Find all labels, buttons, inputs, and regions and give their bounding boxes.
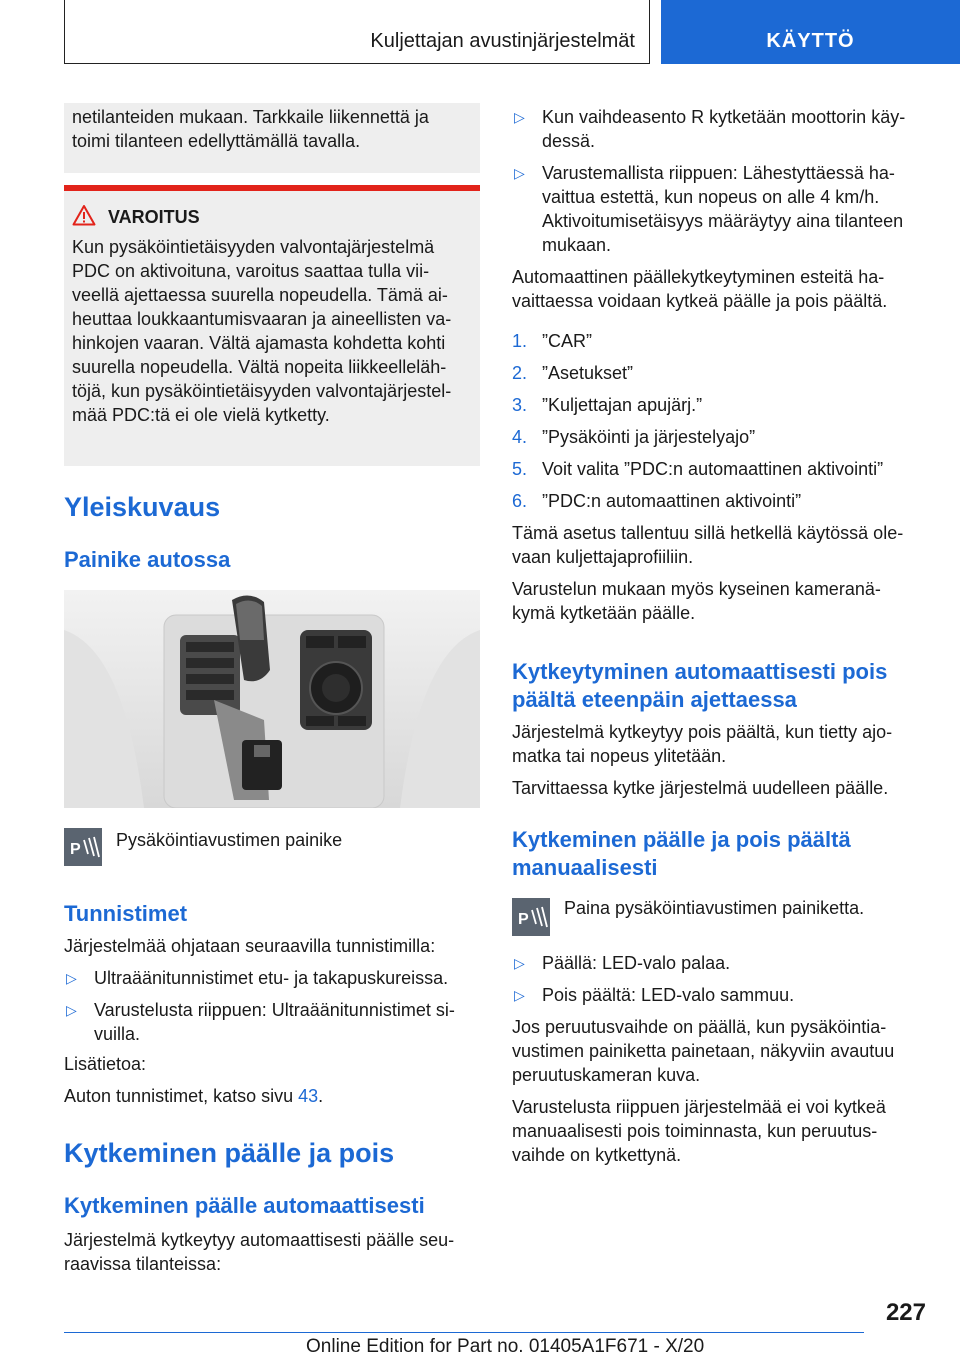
bullet-triangle-icon: ▷ <box>514 987 525 1003</box>
list-item-text: Ultraäänitunnistimet etu- ja takapuskureissa. <box>94 968 449 988</box>
step-number: 1. <box>512 331 528 351</box>
heading-manual-line: Kytkeminen päälle ja pois päältä <box>512 827 851 852</box>
warning-line: veellä ajettaessa suurella nopeudella. Tämä ai- <box>72 285 448 305</box>
list-item <box>512 105 928 153</box>
step-number: 2. <box>512 363 528 383</box>
footer-divider <box>64 1332 864 1333</box>
equip-para-line: manuaalisesti pois toiminnasta, kun peruutus- <box>512 1121 878 1141</box>
setting-para-line: Tämä asetus tallentuu sillä hetkellä käytössä ole- <box>512 523 904 543</box>
reverse-para-line: vustimen painiketta painetaan, näkyviin avautuu <box>512 1041 895 1061</box>
pdc-button-icon <box>512 898 550 936</box>
heading-auto-off-line: päältä eteenpäin ajettaessa <box>512 687 797 712</box>
list-item-text: Aktivoitumisetäisyys määräytyy aina tilanteen <box>542 211 904 231</box>
page-header <box>64 0 960 64</box>
heading-button-in-car: Painike autossa <box>64 547 231 572</box>
header-chapter-tab[interactable] <box>661 0 960 64</box>
list-item-text: Kun vaihdeasento R kytketään moottorin käy- <box>542 107 906 127</box>
list-item <box>512 951 928 975</box>
step-text: ”Pysäköinti ja järjestelyajo” <box>542 427 756 447</box>
warning-line: PDC on aktivoituna, varoitus saattaa tulla vii- <box>72 261 430 281</box>
manual-caption-row <box>512 894 928 938</box>
heading-switch-auto: Kytkeminen päälle automaattisesti <box>64 1193 425 1218</box>
more-info-line <box>64 1084 480 1108</box>
auto-para-line: vaittaessa voidaan kytkeä päälle ja pois päältä. <box>512 291 888 311</box>
step-number: 6. <box>512 491 528 511</box>
auto-line-2: raavissa tilanteissa: <box>64 1254 222 1274</box>
camera-para-line: Varustelun mukaan myös kyseinen kameranä- <box>512 579 881 599</box>
reactivate-para: Tarvittaessa kytke järjestelmä uudelleen päälle. <box>512 778 889 798</box>
header-chapter-label: KÄYTTÖ <box>766 30 855 52</box>
button-caption: Pysäköintiavustimen painike <box>116 830 343 850</box>
intro-line-2: toimi tilanteen edellyttämällä tavalla. <box>72 131 361 151</box>
warning-title: VAROITUS <box>108 206 200 227</box>
equip-para-line: vaihde on kytkettynä. <box>512 1145 682 1165</box>
more-info-label: Lisätietoa: <box>64 1054 147 1074</box>
step-text: Voit valita ”PDC:n automaattinen aktivointi” <box>542 459 884 479</box>
auto-para-line: Automaattinen päällekytkeytyminen esteitä ha- <box>512 267 885 287</box>
list-item-text: mukaan. <box>542 235 612 255</box>
svg-text:P: P <box>518 911 529 928</box>
sensors-intro: Järjestelmää ohjataan seuraavilla tunnistimilla: <box>64 936 436 956</box>
bullet-triangle-icon: ▷ <box>514 955 525 971</box>
bullet-triangle-icon: ▷ <box>514 165 525 181</box>
list-item <box>512 983 928 1007</box>
list-item <box>64 998 480 1046</box>
warning-line: töjä, kun pysäköintietäisyyden valvontajärjestel- <box>72 381 452 401</box>
warning-line: heuttaa loukkaantumisvaaran ja aineellisten va- <box>72 309 452 329</box>
step-text: ”Asetukset” <box>542 363 634 383</box>
warning-line: suurella nopeudella. Vältä nopeita liikkeelleläh- <box>72 357 447 377</box>
heading-switch-on-off: Kytkeminen päälle ja pois <box>64 1138 395 1168</box>
equip-para-line: Varustelusta riippuen järjestelmää ei voi kytkeä <box>512 1097 886 1117</box>
intro-line-1: netilanteiden mukaan. Tarkkaile liikennettä ja <box>72 107 429 127</box>
step-item <box>512 457 928 481</box>
step-number: 3. <box>512 395 528 415</box>
list-item <box>64 966 480 990</box>
button-caption-row <box>64 826 480 870</box>
step-text: ”PDC:n automaattinen aktivointi” <box>542 491 802 511</box>
step-item <box>512 361 928 385</box>
warning-triangle-icon <box>72 204 96 231</box>
step-item <box>512 489 928 513</box>
list-item-text: Varustelusta riippuen: Ultraäänitunnistimet si- <box>94 1000 455 1020</box>
warning-box <box>64 185 480 466</box>
list-item <box>512 161 928 257</box>
svg-text:P: P <box>70 841 81 858</box>
heading-auto-off <box>512 658 928 714</box>
page-link[interactable]: 43 <box>298 1086 319 1106</box>
list-item-text: vuilla. <box>94 1024 141 1044</box>
step-text: ”Kuljettajan apujärj.” <box>542 395 703 415</box>
reverse-para-line: Jos peruutusvaihde on päällä, kun pysäköintia- <box>512 1017 887 1037</box>
bullet-triangle-icon: ▷ <box>66 1002 77 1018</box>
bullet-triangle-icon: ▷ <box>514 109 525 125</box>
step-item <box>512 425 928 449</box>
warning-line: mää PDC:tä ei ole vielä kytketty. <box>72 405 330 425</box>
header-section-title: Kuljettajan avustinjärjestelmät <box>370 30 635 52</box>
warning-line: Kun pysäköintietäisyyden valvontajärjestelmä <box>72 237 435 257</box>
step-text: ”CAR” <box>542 331 592 351</box>
heading-manual-line: manuaalisesti <box>512 855 658 880</box>
heading-overview: Yleiskuvaus <box>64 492 221 522</box>
manual-caption: Paina pysäköintiavustimen painiketta. <box>564 898 865 918</box>
list-item-text: vaittua estettä, kun nopeus on alle 4 km/h. <box>542 187 880 207</box>
heading-manual <box>512 826 928 882</box>
list-item-text: Varustemallista riippuen: Lähestyttäessä ha- <box>542 163 895 183</box>
heading-sensors: Tunnistimet <box>64 901 188 926</box>
auto-line-1: Järjestelmä kytkeytyy automaattisesti päälle seu- <box>64 1230 455 1250</box>
warning-header <box>72 201 472 233</box>
page-number: 227 <box>885 1299 926 1326</box>
footer-edition-text: Online Edition for Part no. 01405A1F671 - X/20 <box>306 1336 705 1357</box>
heading-auto-off-line: Kytkeytyminen automaattisesti pois <box>512 659 888 684</box>
reverse-para-line: peruutuskameran kuva. <box>512 1065 701 1085</box>
center-console-image <box>64 590 480 808</box>
more-info-text: Auton tunnistimet, katso sivu <box>64 1086 294 1106</box>
list-item-text: Päällä: LED-valo palaa. <box>542 953 731 973</box>
bullet-triangle-icon: ▷ <box>66 970 77 986</box>
step-item <box>512 329 928 353</box>
auto-off-para-line: Järjestelmä kytkeytyy pois päältä, kun tietty ajo- <box>512 722 893 742</box>
setting-para-line: vaan kuljettajaprofiiliin. <box>512 547 694 567</box>
more-info-end: . <box>318 1086 324 1106</box>
step-number: 4. <box>512 427 528 447</box>
warning-line: hinkojen vaaran. Vältä ajamasta kohdetta kohti <box>72 333 446 353</box>
intro-box <box>64 103 480 173</box>
header-section-box <box>64 0 650 64</box>
step-item <box>512 393 928 417</box>
camera-para-line: kymä kytketään päälle. <box>512 603 696 623</box>
step-number: 5. <box>512 459 528 479</box>
list-item-text: dessä. <box>542 131 596 151</box>
auto-off-para-line: matka tai nopeus ylitetään. <box>512 746 727 766</box>
pdc-button-icon <box>64 828 102 866</box>
list-item-text: Pois päältä: LED-valo sammuu. <box>542 985 795 1005</box>
